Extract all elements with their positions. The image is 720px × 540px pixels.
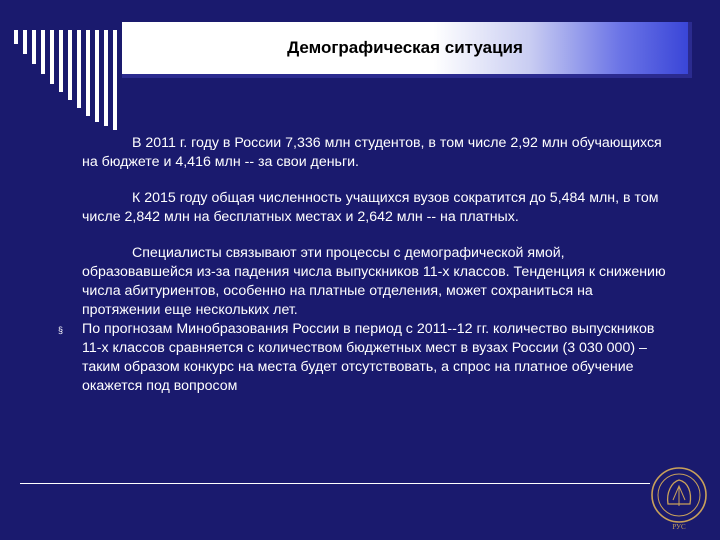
paragraph-text: К 2015 году общая численность учащихся вузов сократится до 5,484 млн, в том числе 2,842 млн на бесплатных местах и 2,642 млн -- на платных.: [82, 190, 659, 225]
title-bar: [122, 22, 692, 78]
seal-text: РУС: [672, 523, 686, 531]
bullet-paragraph-minobr: [58, 320, 672, 396]
paragraph-text: По прогнозам Минобразования России в период с 2011--12 гг. количество выпускников 11-х классов сравняется с количеством бюджетных мест в вузах России (3 030 000) – таким образом конкурс на места будет отсутствовать, а спрос на платное обучение окажется под вопросом: [82, 321, 655, 394]
university-seal-icon: [648, 462, 710, 532]
decorative-stripes: [14, 30, 124, 130]
paragraph-demographic-pit: [58, 244, 672, 320]
paragraph-forecast-2015: [58, 189, 672, 227]
footer-divider: [20, 483, 650, 484]
paragraph-students-2011: [58, 134, 672, 172]
slide-title: Демографическая ситуация: [287, 38, 523, 57]
paragraph-text: В 2011 г. году в России 7,336 млн студентов, в том числе 2,92 млн обучающихся на бюджете и 4,416 млн -- за свои деньги.: [82, 135, 662, 170]
bullet-icon: §: [58, 325, 64, 335]
slide-content: [58, 134, 672, 396]
paragraph-text: Специалисты связывают эти процессы с демографической ямой, образовавшейся из-за падения числа выпускников 11-х классов. Тенденция к снижению числа абитуриентов, особенно на платные отделения, может сохраниться на протяжении еще нескольких лет.: [82, 245, 666, 318]
